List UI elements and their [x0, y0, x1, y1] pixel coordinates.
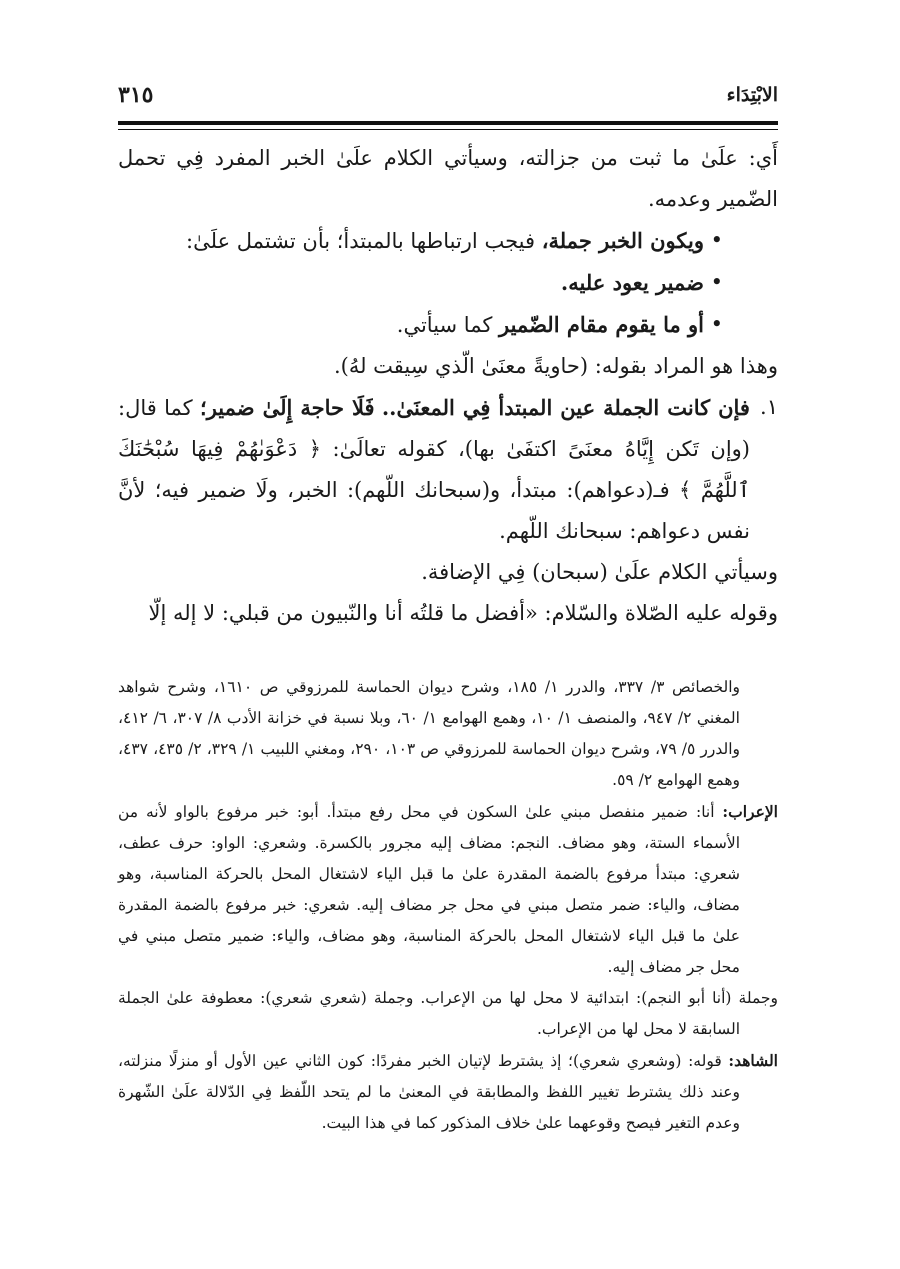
footnote-references: والخصائص ٣/ ٣٣٧، والدرر ١/ ١٨٥، وشرح ديوان الحماسة للمرزوقي ص ١٦١٠، وشرح شواهد المغني ٢/ ٩٤٧، والمنصف ١/ ١٠، وهمع الهوامع ١/ ٦٠، وبلا نسبة في خزانة الأدب ٨/ ٣٠٧، ٦/ ٤١٢، والدرر ٥/ ٧٩، وشرح ديوان الحماسة للمرزوقي ص ١٠٣، ٢٩٠، ومغني اللبيب ١/ ٣٢٩، ٢/ ٤٣٥، ٤٣٧، وهمع الهوامع ٢/ ٥٩.: [118, 678, 741, 789]
irab-label: الإعراب:: [722, 802, 778, 821]
item-1-explanation: فـ(دعواهم): مبتدأ، و(سبحانك اللّهم): الخبر، ولَا ضمير فيه؛ لأنَّ نفس دعواهم: سبحانك اللّهم.: [118, 478, 750, 543]
bullet-1-bold: ويكون الخبر جملة،: [541, 228, 704, 253]
bullet-3-text: كما سيأتي.: [396, 313, 493, 337]
shahid-text: قوله: (وشعري شعري)؛ إذ يشترط لإتيان الخبر مفردًا: كون الثاني عين الأول أو منزلًا منزلته، وعند ذلك يشترط تغيير اللفظ والمطابقة في المعنىٰ ما لم يتحد اللّفظ فِي الدّلالة علَىٰ الشّهرة وعدم التغير فيصح وقوعهما علىٰ خلاف المذكور كما في هذا البيت.: [118, 1052, 740, 1132]
bullet-icon: •: [710, 270, 723, 294]
bullet-1-text: فيجب ارتباطها بالمبتدأ؛ بأن تشتمل علَىٰ:: [186, 229, 535, 253]
numbered-item-1: [118, 387, 778, 552]
paragraph-hadith: وقوله عليه الصّلاة والسّلام: «أفضل ما قلتُه أنا والنّبيون من قبلي: لا إله إلّا: [148, 601, 778, 625]
paragraph-subhan: وسيأتي الكلام علَىٰ (سبحان) فِي الإضافة.: [421, 560, 778, 584]
footnote-irab: [118, 796, 778, 983]
shahid-label: الشاهد:: [728, 1051, 778, 1070]
footnote-shahid: [118, 1045, 778, 1139]
footnotes: [118, 672, 778, 1139]
paragraph-intro: أَي: علَىٰ ما ثبت من جزالته، وسيأتي الكلام علَىٰ الخبر المفرد فِي تحمل الضّمير وعدمه.: [118, 146, 778, 211]
bullet-2-bold: ضمير يعود عليه.: [560, 270, 704, 295]
running-header: [118, 82, 778, 114]
chapter-title: الابْتِدَاء: [726, 84, 778, 106]
footnote-jumla: وجملة (أنا أبو النجم): ابتدائية لا محل لها من الإعراب. وجملة (شعري شعري): معطوفة علىٰ الجملة السابقة لا محل لها من الإعراب.: [118, 989, 778, 1038]
header-rule-thin: [118, 129, 778, 130]
quran-verse: ﴿ دَعْوَىٰهُمْ فِيهَا سُبْحَٰنَكَ ٱللَّهُمَّ ﴾: [118, 437, 751, 502]
bullet-3-bold: أو ما يقوم مقام الضّمير: [499, 312, 704, 337]
header-rule-thick: [118, 121, 778, 125]
item-1-bold-a: فإن كانت الجملة عين المبتدأ فِي المعنَىٰ..: [381, 395, 750, 420]
bullet-item-2: [118, 262, 778, 304]
main-text: [118, 138, 778, 634]
paragraph-meaning: وهذا هو المراد بقوله: (حاويةً معنَىٰ الّذي سِيقت لهُ).: [333, 354, 778, 378]
item-1-text: كما قال: (وإن تَكن إِيَّاهُ معنَىً اكتفَىٰ بها)، كقوله تعالَىٰ:: [118, 396, 750, 461]
bullet-item-3: [118, 304, 778, 346]
bullet-icon: •: [710, 228, 723, 252]
bullet-icon: •: [710, 312, 723, 336]
item-1-bold-b: فَلَا حاجة إِلَىٰ ضمير؛: [200, 395, 375, 420]
item-number: ١.: [760, 395, 778, 419]
bullet-item-1: [118, 220, 778, 262]
irab-text: أنا: ضمير منفصل مبني علىٰ السكون في محل رفع مبتدأ. أبو: خبر مرفوع بالواو لأنه من الأسماء الستة، وهو مضاف. النجم: مضاف إليه مجرور بالكسرة. وشعري: الواو: حرف عطف، شعري: مبتدأ مرفوع بالضمة المقدرة علىٰ ما قبل الياء لاشتغال المحل بالحركة المناسبة، وهو مضاف، والياء: ضمر متصل مبني في محل جر مضاف إليه. شعري: خبر مرفوع بالضمة المقدرة علىٰ ما قبل الياء لاشتغال المحل بالحركة المناسبة، وهو مضاف، والياء: ضمير متصل مبني في محل جر مضاف إليه.: [118, 803, 740, 976]
page-number: ٣١٥: [118, 82, 154, 108]
